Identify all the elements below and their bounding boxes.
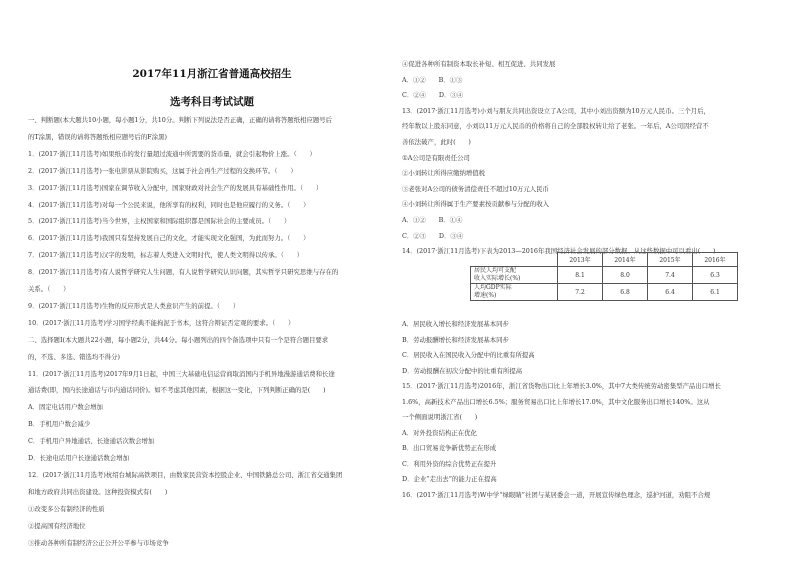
table-header-row bbox=[471, 253, 738, 267]
table-header-year: 2013年 bbox=[558, 253, 603, 267]
text-line: 一、判断题(本大题共10小题，每小题1分，共10分。判断下列说法是否正确，正确的请将答题纸相应题号后 bbox=[28, 116, 333, 124]
text-line: C．②③ D．③④ bbox=[402, 231, 464, 240]
text-line: 16．(2017·浙江11月选考)W中学“绿眼睛”社团与某居委会一道，开展宣传绿色理念，巡护河道，劝阻不合规 bbox=[402, 490, 711, 499]
text-line: 13．(2017·浙江11月选考)小刘与朋友共同出资设立了A公司，其中小刘出资额为10万元人民币。三个月后， bbox=[402, 106, 710, 115]
text-line: 一个侧面说明浙江省( ) bbox=[402, 413, 478, 421]
text-line: ③老张对A公司的债务清偿责任不超过10万元人民币 bbox=[402, 184, 549, 193]
text-line: ③推动各种所有制经济公正公开公平参与市场竞争 bbox=[28, 538, 169, 547]
text-line: ①改变多公有制经济的性质 bbox=[28, 504, 105, 513]
text-line: 5．(2017·浙江11月选考)当今世界，主权国家和国际组织都是国际社会的主要成员。（ ） bbox=[28, 217, 291, 226]
page-title: 2017年11月浙江省普通高校招生 bbox=[132, 68, 292, 80]
table-header-year: 2014年 bbox=[603, 253, 648, 267]
text-line: 经年数以上股东同意，小刘以11万元人民币的价格将自己的全部股权转让给了老张。一年后，A公司因经营不 bbox=[402, 122, 709, 131]
text-line: 3．(2017·浙江11月选考)国家在调节收入分配中，国家财政对社会生产的发展具有基础性作用。（ ） bbox=[28, 183, 323, 192]
text-line: 6．(2017·浙江11月选考)我国只有坚持发展自己的文化，才能实现文化强国，为此而努力。（ ） bbox=[28, 234, 310, 243]
table-cell: 6.3 bbox=[693, 267, 738, 284]
text-line: C．②④ D．③④ bbox=[402, 91, 464, 100]
text-line: 2．(2017·浙江11月选考)一张电影票从影院购买，这属于社会再生产过程的交换环节。（ ） bbox=[28, 166, 297, 175]
row-label-line: 人均GDP实际 bbox=[474, 284, 512, 291]
text-line: 9．(2017·浙江11月选考)生物的反应形式是人类意识产生的前提。（ ） bbox=[28, 301, 240, 310]
text-line: D．长途电话用户长途通话数会增加 bbox=[28, 454, 129, 462]
text-line: B．出口贸易竞争新优势正在形成 bbox=[402, 444, 497, 452]
text-line: A．对外投资结构正在优化 bbox=[402, 428, 477, 437]
row-label-line: 居民人均可支配 bbox=[474, 267, 517, 274]
table-cell: 6.8 bbox=[603, 284, 648, 301]
text-line: C．居民收入在国民收入分配中的比重有所提高 bbox=[402, 351, 535, 359]
table-row-label bbox=[471, 267, 558, 284]
text-line: 1．(2017·浙江11月选考)如果纸币的发行量超过流通中所需要的货币量，就会引起物价上涨。（ ） bbox=[28, 149, 316, 158]
text-line: D．企业“走出去”的能力正在提高 bbox=[402, 475, 497, 483]
row-label-line: 收入实际增长(%) bbox=[474, 275, 521, 282]
text-line: A．①② B．①④ bbox=[402, 216, 463, 224]
text-line: 的T涂黑，错误的请将答题纸相应题号后的F涂黑) bbox=[28, 132, 168, 141]
text-line: 1.6%，高新技术产品出口增长6.5%；服务贸易出口比上年增长17.0%，其中文化服务出口增长140%。这从 bbox=[402, 397, 710, 406]
statistics-table bbox=[470, 252, 738, 301]
text-line: 10．(2017·浙江11月选考)学习国学经典不能拘泥于书本，这符合辩证否定观的要求。（ ） bbox=[28, 318, 295, 327]
table-header-year: 2016年 bbox=[693, 253, 738, 267]
table-cell: 7.2 bbox=[558, 284, 603, 301]
table-cell: 7.4 bbox=[648, 267, 693, 284]
text-line: 4．(2017·浙江11月选考)对每一个公民来说，他所享有的权利，同时也是他应履行的义务。（ ） bbox=[28, 200, 310, 209]
text-line: 善依法破产，此时( ) bbox=[402, 138, 471, 146]
text-line: 二、选择题Ⅰ(本大题共22小题，每小题2分，共44分。每小题列出的四个备选项中只有一个是符合题目要求 bbox=[28, 335, 329, 344]
text-line: 关系。（ ） bbox=[28, 285, 70, 293]
table-row bbox=[471, 284, 738, 301]
table-row bbox=[471, 267, 738, 284]
table-cell: 6.1 bbox=[693, 284, 738, 301]
text-line: 15．(2017·浙江11月选考)2016年，浙江省货物出口比上年增长3.0%，其中7大类传统劳动密集型产品出口增长 bbox=[402, 382, 721, 390]
page-subtitle: 选考科目考试试题 bbox=[170, 96, 254, 108]
text-line: ①A公司是有限责任公司 bbox=[402, 153, 470, 162]
text-line: 通话费(即，国内长途通话与市内通话同价)。如不考虑其他因素，根据这一变化，下列判断正确的是( ) bbox=[28, 386, 326, 395]
table-header-year: 2015年 bbox=[648, 253, 693, 267]
text-line: C．手机用户异地通话、长途通话次数会增加 bbox=[28, 437, 155, 446]
table-cell: 8.0 bbox=[603, 267, 648, 284]
text-line: 12．(2017·浙江11月选考)杭绍台城际高铁项目，由数家民营资本控股企业、中国铁路总公司、浙江省交通集团 bbox=[28, 470, 343, 479]
text-line: D．劳动报酬在初次分配中的比重有所提高 bbox=[402, 366, 523, 375]
text-line: C．利用外资的综合优势正在提升 bbox=[402, 459, 497, 468]
text-line: ②提高国有经济地位 bbox=[28, 521, 86, 530]
text-line: 14．(2017·浙江11月选考)下表为2013—2016年我国经济社会发展的部分数据。从这些数据中可以看出( ) bbox=[402, 247, 716, 256]
table-cell: 6.4 bbox=[648, 284, 693, 301]
table-row-label bbox=[471, 284, 558, 301]
table-corner bbox=[471, 253, 558, 267]
text-line: 的，不选、多选、错选均不得分) bbox=[28, 352, 120, 361]
text-line: B．劳动报酬增长和经济发展基本同步 bbox=[402, 335, 509, 344]
text-line: ④小刘转让所得属于生产要素按贡献参与分配的收入 bbox=[402, 200, 549, 209]
text-line: 8．(2017·浙江11月选考)有人说哲学研究人生问题，有人说哲学研究认识问题，其实哲学只研究思维与存在的 bbox=[28, 268, 339, 277]
text-line: A．固定电话用户数会增加 bbox=[28, 403, 103, 412]
text-line: 和地方政府共同出资建设。这种投资模式有( ) bbox=[28, 487, 168, 496]
table-cell: 8.1 bbox=[558, 267, 603, 284]
text-line: ②小刘转让所得应缴纳增值税 bbox=[402, 169, 486, 178]
text-line: B．手机用户数会减少 bbox=[28, 420, 91, 429]
text-line: A．①② B．①③ bbox=[402, 75, 463, 84]
text-line: A．居民收入增长和经济发展基本同步 bbox=[402, 320, 509, 328]
text-line: ④促进各种所有制资本取长补短、相互促进、共同发展 bbox=[402, 60, 556, 68]
text-line: 11．(2017·浙江11月选考)2017年9月1日起，中国三大基础电信运营商取消国内手机异地漫游通话费和长途 bbox=[28, 369, 335, 378]
text-line: 7．(2017·浙江11月选考)汉字的发明，标志着人类进入文明时代，使人类文明得以传承。（ ） bbox=[28, 251, 304, 260]
row-label-line: 增速(%) bbox=[474, 292, 497, 299]
